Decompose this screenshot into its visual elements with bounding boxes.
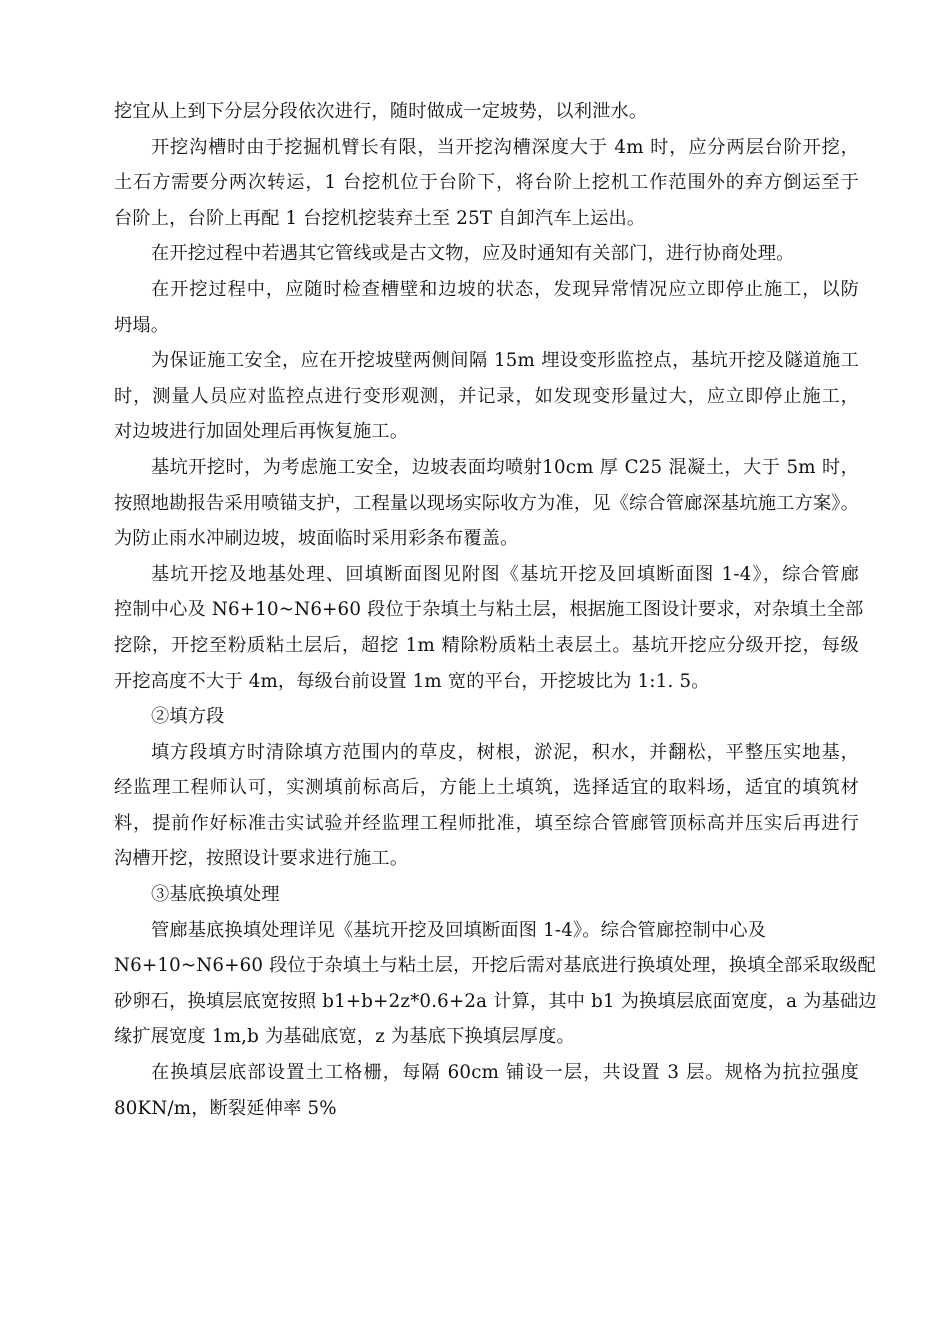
section-heading: ②填方段 [151,706,225,728]
text-line: 坍塌。 [114,314,170,336]
text-line: 开挖沟槽时由于挖掘机臂长有限，当开挖沟槽深度大于 4m 时，应分两层台阶开挖， [151,136,859,158]
text-line: 控制中心及 N6+10~N6+60 段位于杂填土与粘土层，根据施工图设计要求，对杂填土全部 [114,599,864,621]
document-body [114,94,877,1126]
text-line: N6+10~N6+60 段位于杂填土与粘土层，开挖后需对基底进行换填处理，换填全部采取级配 [114,955,876,977]
text-line: 挖除，开挖至粉质粘土层后，超挖 1m 精除粉质粘土表层土。基坑开挖应分级开挖，每级 [114,634,859,656]
text-line: 台阶上，台阶上再配 1 台挖机挖装弃土至 25T 自卸汽车上运出。 [114,207,646,229]
text-line: 管廊基底换填处理详见《基坑开挖及回填断面图 1-4》。综合管廊控制中心及 [151,919,767,941]
text-line: 为保证施工安全，应在开挖坡壁两侧间隔 15m 埋设变形监控点，基坑开挖及隧道施工 [151,350,859,372]
text-line: 沟槽开挖，按照设计要求进行施工。 [114,848,409,870]
text-line: 开挖高度不大于 4m，每级台前设置 1m 宽的平台，开挖坡比为 1:1. 5。 [114,670,710,692]
section-heading: ③基底换填处理 [151,884,280,906]
text-line: 经监理工程师认可，实测填前标高后，方能上土填筑，选择适宜的取料场，适宜的填筑材 [114,777,859,799]
text-line: 挖宜从上到下分层分段依次进行，随时做成一定坡势，以利泄水。 [114,101,648,122]
text-line: 缘扩展宽度 1m,b 为基础底宽，z 为基底下换填层厚度。 [114,1026,575,1048]
text-line: 料，提前作好标准击实试验并经监理工程师批准，填至综合管廊管顶标高并压实后再进行 [114,812,859,834]
text-line: 80KN/m，断裂延伸率 5% [114,1097,337,1119]
text-line: 在换填层底部设置土工格栅，每隔 60cm 铺设一层，共设置 3 层。规格为抗拉强度 [151,1062,859,1084]
text-line: 基坑开挖及地基处理、回填断面图见附图《基坑开挖及回填断面图 1-4》，综合管廊 [151,563,859,585]
text-line: 基坑开挖时，为考虑施工安全，边坡表面均喷射10cm 厚 C25 混凝土，大于 5m 时， [151,456,859,478]
text-line: 砂卵石，换填层底宽按照 b1+b+2z*0.6+2a 计算，其中 b1 为换填层底面宽度，a 为基础边 [114,990,877,1012]
text-line: 对边坡进行加固处理后再恢复施工。 [114,421,409,443]
text-line: 在开挖过程中，应随时检查槽壁和边坡的状态，发现异常情况应立即停止施工，以防 [151,278,859,300]
text-line: 在开挖过程中若遇其它管线或是古文物，应及时通知有关部门，进行协商处理。 [151,243,795,265]
text-line: 填方段填方时清除填方范围内的草皮，树根，淤泥，积水，并翻松，平整压实地基， [151,741,859,763]
text-line: 时，测量人员应对监控点进行变形观测，并记录，如发现变形量过大，应立即停止施工， [114,385,859,407]
text-line: 为防止雨水冲刷边坡，坡面临时采用彩条布覆盖。 [114,528,519,550]
text-line: 按照地勘报告采用喷锚支护，工程量以现场实际收方为准，见《综合管廊深基坑施工方案》。 [114,492,859,514]
text-line: 土石方需要分两次转运，1 台挖机位于台阶下，将台阶上挖机工作范围外的弃方倒运至于 [114,172,859,194]
